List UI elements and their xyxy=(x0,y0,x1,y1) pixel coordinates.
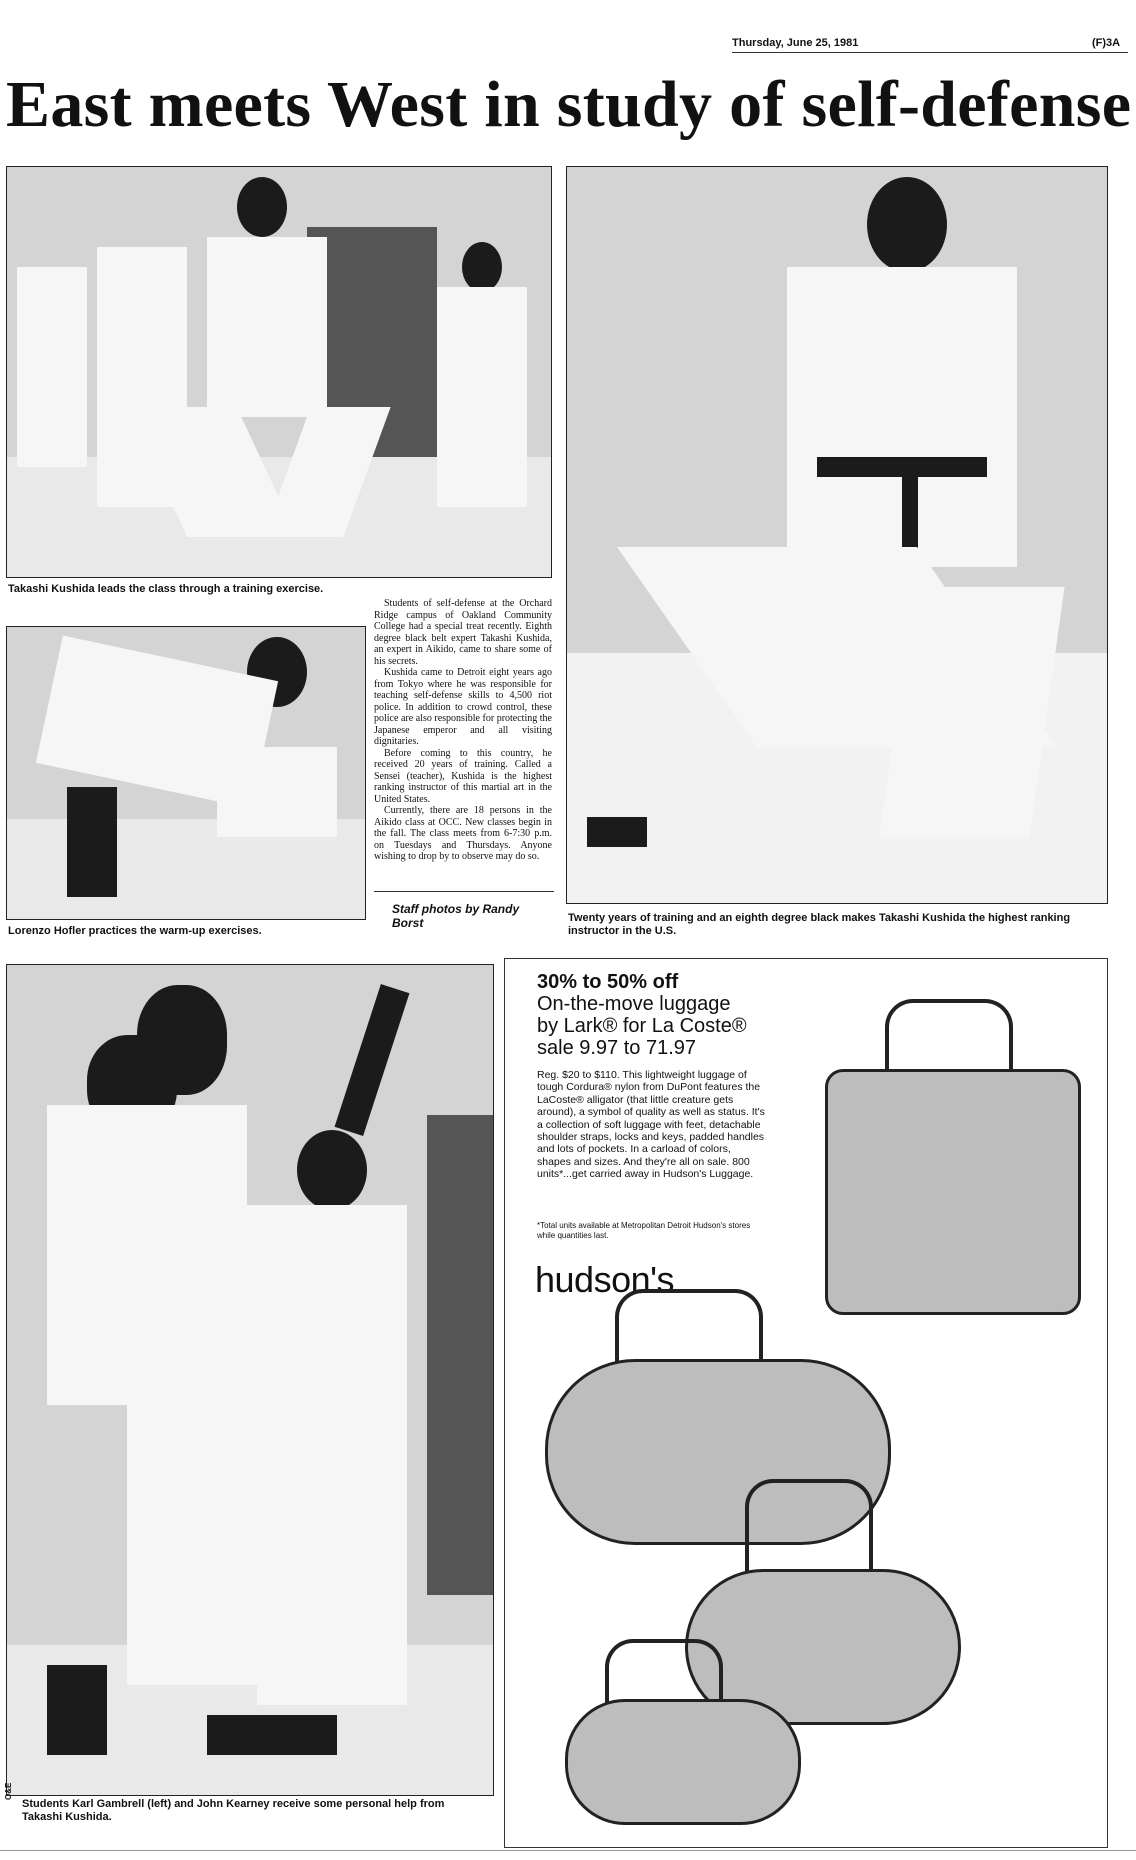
article-paragraph: Kushida came to Detroit eight years ago from Tokyo where he was responsible for teaching self-defense skills to 4,500 riot police. In addition to crowd control, these police are also responsible for protecting the Japanese emperor and all visiting dignitaries. xyxy=(374,667,552,747)
ad-price: sale 9.97 to 71.97 xyxy=(537,1037,697,1059)
photo-personal-help xyxy=(6,964,494,1796)
caption-training-exercise: Takashi Kushida leads the class through a training exercise. xyxy=(8,583,324,595)
ad-footnote: *Total units available at Metropolitan Detroit Hudson's stores while quantities last. xyxy=(537,1221,751,1240)
luggage-advertisement xyxy=(504,958,1108,1848)
headline: East meets West in study of self-defense xyxy=(6,68,1132,141)
caption-personal-help: Students Karl Gambrell (left) and John Kearney receive some personal help from Takashi Kushida. xyxy=(22,1798,445,1823)
ad-discount: 30% to 50% off xyxy=(537,971,679,993)
ad-headline xyxy=(537,971,857,1059)
page-number: (F)3A xyxy=(1092,37,1121,49)
ad-body-text: Reg. $20 to $110. This lightweight luggage of tough Cordura® nylon from DuPont features the LaCoste® alligator (that little creature gets around), a symbol of quality as well as status. It's a collection of soft luggage with feet, detachable shoulder straps, locks and keys, padded handles and lots of pockets. In a carload of colors, shapes and sizes. And they're all on sale. 800 units*...get carried away in Hudson's Luggage. xyxy=(537,1069,765,1181)
caption-kushida-portrait: Twenty years of training and an eighth degree black makes Takashi Kushida the highest ranking instructor in the U.S. xyxy=(568,912,1071,937)
article-paragraph: Students of self-defense at the Orchard Ridge campus of Oakland Community College had a special treat recently. Eighth degree black belt expert Takashi Kushida, an expert in Aikido, came to share some of his secrets. xyxy=(374,598,552,667)
article-body xyxy=(374,598,552,863)
hudsons-logo: hudson's xyxy=(535,1259,674,1300)
ad-product: On-the-move luggage xyxy=(537,993,731,1015)
page-bottom-rule xyxy=(0,1850,1136,1851)
article-paragraph: Currently, there are 18 persons in the Aikido class at OCC. New classes begin in the fall. The class meets from 6-7:30 p.m. on Tuesdays and Thursdays. Anyone wishing to drop by to observe may do so. xyxy=(374,805,552,862)
article-paragraph: Before coming to this country, he received 20 years of training. Called a Sensei (teacher), Kushida is the highest ranking instructor of this martial art in the United States. xyxy=(374,747,552,805)
photo-training-exercise xyxy=(6,166,552,578)
folio: O&E xyxy=(4,1782,13,1800)
photo-kushida-portrait xyxy=(566,166,1108,904)
header-rule xyxy=(732,52,1128,53)
issue-date: Thursday, June 25, 1981 xyxy=(732,37,859,49)
ad-brand: by Lark® for La Coste® xyxy=(537,1015,747,1037)
credit-rule xyxy=(374,891,554,892)
photo-warm-up xyxy=(6,626,366,920)
caption-warm-up: Lorenzo Hofler practices the warm-up exercises. xyxy=(8,925,262,937)
photo-credit: Staff photos by Randy Borst xyxy=(392,902,520,930)
